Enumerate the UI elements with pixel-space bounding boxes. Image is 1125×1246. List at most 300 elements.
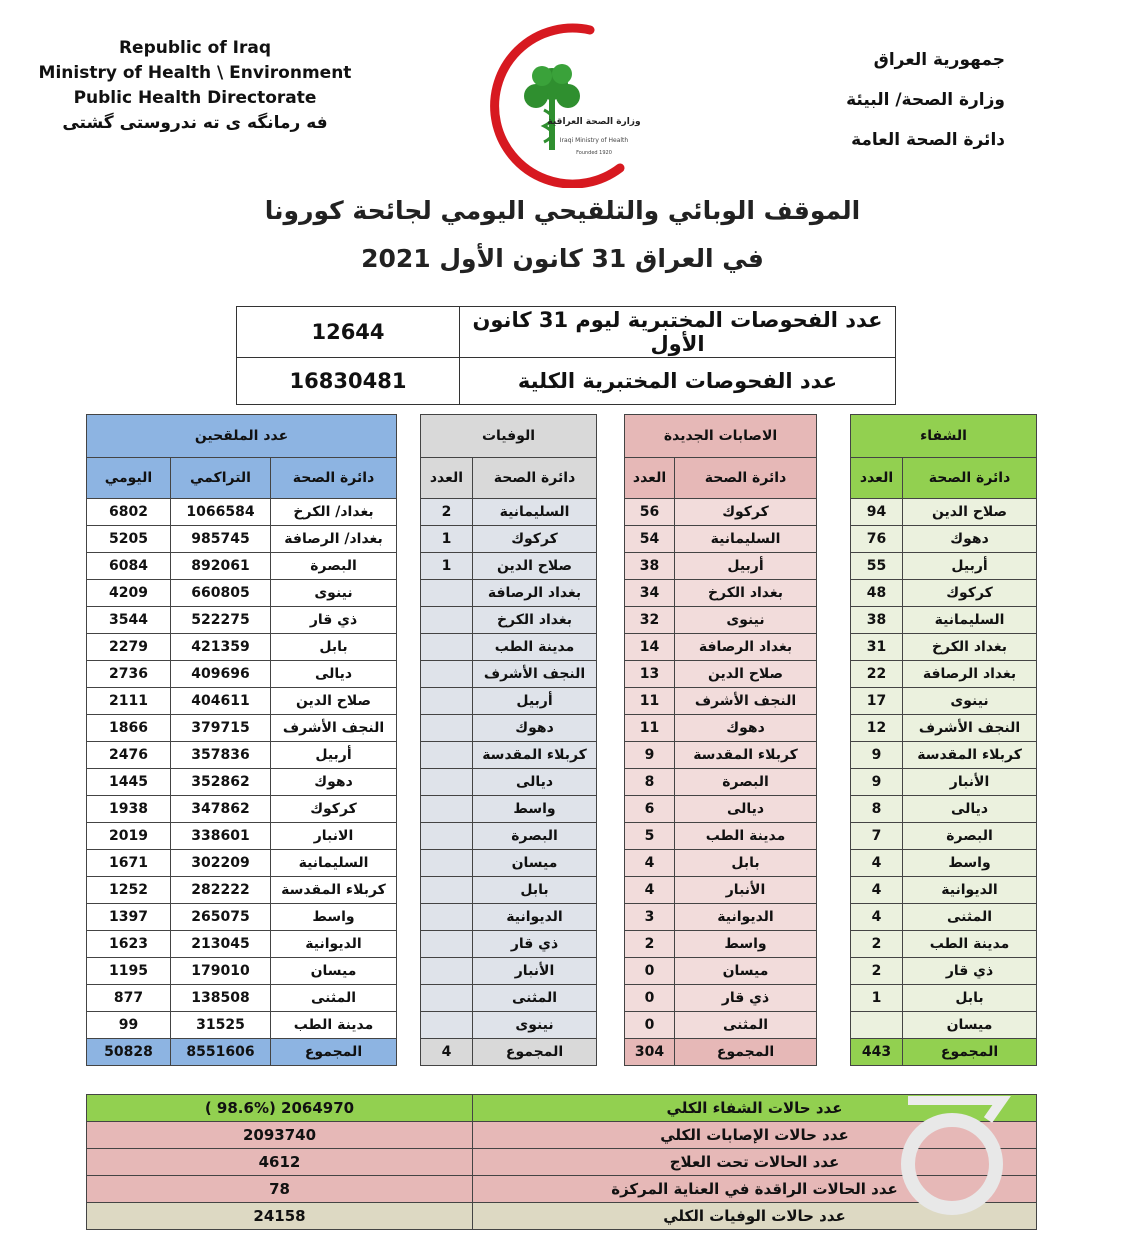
column-gap bbox=[397, 769, 421, 796]
deaths-count-cell bbox=[421, 796, 473, 823]
new-cases-directorate-cell: كركوك bbox=[675, 499, 817, 526]
new-cases-directorate-cell: مدينة الطب bbox=[675, 823, 817, 850]
table-row bbox=[87, 661, 1037, 688]
table-row bbox=[87, 796, 1037, 823]
column-gap bbox=[817, 661, 851, 688]
column-gap bbox=[597, 742, 625, 769]
new-cases-directorate-cell: أربيل bbox=[675, 553, 817, 580]
column-gap bbox=[597, 877, 625, 904]
table-row bbox=[87, 958, 1037, 985]
new-cases-count-cell: 3 bbox=[625, 904, 675, 931]
recovered-count-cell: 48 bbox=[851, 580, 903, 607]
vaccinated-daily-cell: 99 bbox=[87, 1012, 171, 1039]
deaths-directorate-cell: الأنبار bbox=[473, 958, 597, 985]
deaths-directorate-cell: أربيل bbox=[473, 688, 597, 715]
column-gap bbox=[397, 742, 421, 769]
vaccinated-cumulative-cell: 265075 bbox=[171, 904, 271, 931]
deaths-directorate-cell: بابل bbox=[473, 877, 597, 904]
lab-tests-table bbox=[236, 306, 896, 405]
recovered-count-cell: 4 bbox=[851, 904, 903, 931]
vaccinated-daily-cell: 1397 bbox=[87, 904, 171, 931]
deaths-directorate-cell: كربلاء المقدسة bbox=[473, 742, 597, 769]
recovered-directorate-cell: بغداد الكرخ bbox=[903, 634, 1037, 661]
column-gap bbox=[397, 823, 421, 850]
new-cases-count-cell: 54 bbox=[625, 526, 675, 553]
deaths-directorate-cell: النجف الأشرف bbox=[473, 661, 597, 688]
recovered-count-cell: 55 bbox=[851, 553, 903, 580]
report-date-line: في العراق 31 كانون الأول 2021 bbox=[361, 244, 764, 273]
en-header-line-4: فه رمانگه ى ته ندروستى گشتى bbox=[62, 113, 328, 133]
column-gap bbox=[597, 985, 625, 1012]
new-cases-count-cell: 4 bbox=[625, 850, 675, 877]
column-gap bbox=[817, 1012, 851, 1039]
column-gap bbox=[597, 931, 625, 958]
new-cases-directorate-cell: بابل bbox=[675, 850, 817, 877]
column-gap bbox=[817, 985, 851, 1012]
recovered-directorate-cell: الأنبار bbox=[903, 769, 1037, 796]
vaccinated-directorate-cell: كركوك bbox=[271, 796, 397, 823]
recovered-directorate-cell: البصرة bbox=[903, 823, 1037, 850]
column-gap bbox=[817, 526, 851, 553]
column-gap bbox=[397, 931, 421, 958]
recovered-directorate-cell: كركوك bbox=[903, 580, 1037, 607]
summary-value: 4612 bbox=[87, 1149, 473, 1176]
vaccinated-directorate-cell: بغداد/ الكرخ bbox=[271, 499, 397, 526]
recovered-count-cell: 2 bbox=[851, 958, 903, 985]
deaths-count-cell bbox=[421, 1012, 473, 1039]
deaths-directorate-cell: واسط bbox=[473, 796, 597, 823]
new-cases-count-cell: 5 bbox=[625, 823, 675, 850]
column-gap bbox=[817, 1039, 851, 1066]
vaccinated-group-header: عدد الملقحين bbox=[87, 415, 397, 458]
recovered-directorate-cell: بغداد الرصافة bbox=[903, 661, 1037, 688]
vaccinated-cumulative-cell: 347862 bbox=[171, 796, 271, 823]
new-cases-count-cell: 38 bbox=[625, 553, 675, 580]
vaccinated-directorate-cell: أربيل bbox=[271, 742, 397, 769]
deaths-directorate-cell: بغداد الكرخ bbox=[473, 607, 597, 634]
column-gap bbox=[817, 958, 851, 985]
vaccinated-directorate-header: دائرة الصحة bbox=[271, 458, 397, 499]
recovered-count-cell: 7 bbox=[851, 823, 903, 850]
deaths-count-cell bbox=[421, 607, 473, 634]
table-row bbox=[87, 499, 1037, 526]
vaccinated-cumulative-cell: 522275 bbox=[171, 607, 271, 634]
new-cases-directorate-cell: واسط bbox=[675, 931, 817, 958]
summary-value: 24158 bbox=[87, 1203, 473, 1230]
new-cases-directorate-cell: دهوك bbox=[675, 715, 817, 742]
recovered-directorate-cell: أربيل bbox=[903, 553, 1037, 580]
new-cases-directorate-cell: الديوانية bbox=[675, 904, 817, 931]
column-gap bbox=[817, 850, 851, 877]
recovered-count-header: العدد bbox=[851, 458, 903, 499]
table-row bbox=[87, 1012, 1037, 1039]
column-gap bbox=[817, 742, 851, 769]
summary-label: عدد الحالات تحت العلاج bbox=[473, 1149, 1037, 1176]
recovered-total-label: المجموع bbox=[903, 1039, 1037, 1066]
deaths-count-cell: 1 bbox=[421, 553, 473, 580]
group-header-row bbox=[87, 415, 1037, 458]
recovered-directorate-cell: بابل bbox=[903, 985, 1037, 1012]
lab-tests-total-row bbox=[237, 358, 896, 405]
new-cases-directorate-cell: بغداد الكرخ bbox=[675, 580, 817, 607]
recovered-count-cell: 12 bbox=[851, 715, 903, 742]
recovered-directorate-cell: النجف الأشرف bbox=[903, 715, 1037, 742]
column-gap bbox=[397, 796, 421, 823]
new-cases-directorate-cell: ديالى bbox=[675, 796, 817, 823]
vaccinated-directorate-cell: صلاح الدين bbox=[271, 688, 397, 715]
logo-founded: Founded 1920 bbox=[576, 150, 612, 156]
vaccinated-cumulative-cell: 179010 bbox=[171, 958, 271, 985]
vaccinated-daily-cell: 2476 bbox=[87, 742, 171, 769]
new-cases-count-cell: 0 bbox=[625, 1012, 675, 1039]
recovered-count-cell: 76 bbox=[851, 526, 903, 553]
column-gap bbox=[817, 580, 851, 607]
table-row bbox=[87, 823, 1037, 850]
vaccinated-cumulative-cell: 302209 bbox=[171, 850, 271, 877]
vaccinated-directorate-cell: النجف الأشرف bbox=[271, 715, 397, 742]
new-cases-count-cell: 13 bbox=[625, 661, 675, 688]
recovered-count-cell: 8 bbox=[851, 796, 903, 823]
deaths-count-cell bbox=[421, 715, 473, 742]
column-gap bbox=[597, 1039, 625, 1066]
new-cases-count-cell: 9 bbox=[625, 742, 675, 769]
new-cases-directorate-cell: نينوى bbox=[675, 607, 817, 634]
column-gap bbox=[597, 499, 625, 526]
vaccinated-directorate-cell: دهوك bbox=[271, 769, 397, 796]
vaccinated-daily-cell: 6802 bbox=[87, 499, 171, 526]
vaccinated-cumulative-cell: 138508 bbox=[171, 985, 271, 1012]
table-row bbox=[87, 607, 1037, 634]
logo-subtitle: Iraqi Ministry of Health bbox=[559, 137, 629, 144]
column-gap bbox=[397, 904, 421, 931]
vaccinated-cumulative-header: التراكمي bbox=[171, 458, 271, 499]
summary-label: عدد حالات الشفاء الكلي bbox=[473, 1095, 1037, 1122]
table-row bbox=[87, 931, 1037, 958]
vaccinated-daily-cell: 3544 bbox=[87, 607, 171, 634]
deaths-count-cell: 1 bbox=[421, 526, 473, 553]
column-gap bbox=[817, 904, 851, 931]
vaccinated-directorate-cell: ميسان bbox=[271, 958, 397, 985]
new-cases-group-header: الاصابات الجديدة bbox=[625, 415, 817, 458]
deaths-directorate-cell: كركوك bbox=[473, 526, 597, 553]
lab-tests-total-value: 16830481 bbox=[237, 358, 460, 405]
new-cases-directorate-cell: البصرة bbox=[675, 769, 817, 796]
vaccinated-directorate-cell: واسط bbox=[271, 904, 397, 931]
recovered-total: 443 bbox=[851, 1039, 903, 1066]
ministry-logo bbox=[470, 18, 660, 188]
new-cases-count-cell: 11 bbox=[625, 715, 675, 742]
table-row bbox=[87, 877, 1037, 904]
vaccinated-total-label: المجموع bbox=[271, 1039, 397, 1066]
vaccinated-daily-cell: 877 bbox=[87, 985, 171, 1012]
column-gap bbox=[397, 526, 421, 553]
deaths-count-cell bbox=[421, 850, 473, 877]
new-cases-total-label: المجموع bbox=[675, 1039, 817, 1066]
deaths-count-cell bbox=[421, 742, 473, 769]
summary-row bbox=[87, 1095, 1037, 1122]
ar-header-line-1: جمهورية العراق bbox=[873, 50, 1005, 70]
recovered-directorate-header: دائرة الصحة bbox=[903, 458, 1037, 499]
english-letterhead bbox=[30, 36, 360, 136]
vaccinated-directorate-cell: الديوانية bbox=[271, 931, 397, 958]
recovered-count-cell: 1 bbox=[851, 985, 903, 1012]
summary-table bbox=[86, 1094, 1037, 1230]
deaths-count-cell bbox=[421, 904, 473, 931]
column-gap bbox=[597, 661, 625, 688]
deaths-count-cell bbox=[421, 634, 473, 661]
vaccinated-cumulative-cell: 31525 bbox=[171, 1012, 271, 1039]
new-cases-count-cell: 0 bbox=[625, 985, 675, 1012]
column-gap bbox=[397, 1039, 421, 1066]
summary-row bbox=[87, 1149, 1037, 1176]
column-gap bbox=[597, 607, 625, 634]
deaths-directorate-cell: نينوى bbox=[473, 1012, 597, 1039]
new-cases-count-header: العدد bbox=[625, 458, 675, 499]
vaccinated-directorate-cell: بابل bbox=[271, 634, 397, 661]
new-cases-directorate-cell: صلاح الدين bbox=[675, 661, 817, 688]
watermark bbox=[898, 1096, 1028, 1226]
new-cases-count-cell: 4 bbox=[625, 877, 675, 904]
summary-label: عدد حالات الإصابات الكلي bbox=[473, 1122, 1037, 1149]
table-row bbox=[87, 904, 1037, 931]
vaccinated-cumulative-cell: 985745 bbox=[171, 526, 271, 553]
vaccinated-directorate-cell: السليمانية bbox=[271, 850, 397, 877]
table-row bbox=[87, 634, 1037, 661]
deaths-directorate-cell: البصرة bbox=[473, 823, 597, 850]
column-gap bbox=[817, 634, 851, 661]
new-cases-directorate-cell: السليمانية bbox=[675, 526, 817, 553]
en-header-line-1: Republic of Iraq bbox=[118, 38, 272, 58]
recovered-directorate-cell: كربلاء المقدسة bbox=[903, 742, 1037, 769]
column-gap bbox=[397, 985, 421, 1012]
deaths-group-header: الوفيات bbox=[421, 415, 597, 458]
vaccinated-daily-cell: 2279 bbox=[87, 634, 171, 661]
column-gap bbox=[817, 715, 851, 742]
new-cases-count-cell: 0 bbox=[625, 958, 675, 985]
recovered-directorate-cell: نينوى bbox=[903, 688, 1037, 715]
lab-tests-daily-row bbox=[237, 307, 896, 358]
column-gap bbox=[597, 688, 625, 715]
vaccinated-daily-cell: 1866 bbox=[87, 715, 171, 742]
vaccinated-daily-cell: 6084 bbox=[87, 553, 171, 580]
new-cases-count-cell: 34 bbox=[625, 580, 675, 607]
recovered-count-cell: 4 bbox=[851, 877, 903, 904]
vaccinated-cumulative-cell: 282222 bbox=[171, 877, 271, 904]
deaths-count-cell bbox=[421, 688, 473, 715]
new-cases-directorate-header: دائرة الصحة bbox=[675, 458, 817, 499]
vaccinated-directorate-cell: نينوى bbox=[271, 580, 397, 607]
table-row bbox=[87, 850, 1037, 877]
vaccinated-cumulative-cell: 338601 bbox=[171, 823, 271, 850]
column-gap bbox=[397, 850, 421, 877]
report-title: الموقف الوبائي والتلقيحي اليومي لجائحة كورونا bbox=[264, 196, 861, 225]
recovered-count-cell bbox=[851, 1012, 903, 1039]
column-gap bbox=[397, 877, 421, 904]
deaths-count-cell bbox=[421, 985, 473, 1012]
column-gap bbox=[597, 715, 625, 742]
new-cases-count-cell: 14 bbox=[625, 634, 675, 661]
vaccinated-cumulative-cell: 404611 bbox=[171, 688, 271, 715]
column-gap bbox=[397, 688, 421, 715]
en-header-line-2: Ministry of Health \ Environment bbox=[38, 63, 352, 83]
deaths-total-label: المجموع bbox=[473, 1039, 597, 1066]
new-cases-count-cell: 56 bbox=[625, 499, 675, 526]
column-gap bbox=[597, 823, 625, 850]
deaths-directorate-header: دائرة الصحة bbox=[473, 458, 597, 499]
recovered-count-cell: 38 bbox=[851, 607, 903, 634]
new-cases-total: 304 bbox=[625, 1039, 675, 1066]
new-cases-count-cell: 8 bbox=[625, 769, 675, 796]
vaccinated-directorate-cell: البصرة bbox=[271, 553, 397, 580]
vaccinated-cumulative-cell: 892061 bbox=[171, 553, 271, 580]
column-gap bbox=[397, 499, 421, 526]
vaccinated-cumulative-cell: 357836 bbox=[171, 742, 271, 769]
table-row bbox=[87, 985, 1037, 1012]
column-gap bbox=[397, 958, 421, 985]
column-gap bbox=[397, 553, 421, 580]
recovered-count-cell: 9 bbox=[851, 769, 903, 796]
lab-tests-daily-value: 12644 bbox=[237, 307, 460, 358]
vaccinated-directorate-cell: المثنى bbox=[271, 985, 397, 1012]
vaccinated-cumulative-total: 8551606 bbox=[171, 1039, 271, 1066]
logo-title: وزارة الصحة العراقية bbox=[547, 117, 641, 127]
column-gap bbox=[397, 661, 421, 688]
column-gap bbox=[597, 850, 625, 877]
vaccinated-cumulative-cell: 409696 bbox=[171, 661, 271, 688]
vaccinated-daily-cell: 2019 bbox=[87, 823, 171, 850]
column-gap bbox=[397, 1012, 421, 1039]
recovered-count-cell: 94 bbox=[851, 499, 903, 526]
column-gap bbox=[397, 715, 421, 742]
column-gap bbox=[817, 607, 851, 634]
vaccinated-daily-cell: 1252 bbox=[87, 877, 171, 904]
new-cases-directorate-cell: النجف الأشرف bbox=[675, 688, 817, 715]
table-row bbox=[87, 742, 1037, 769]
recovered-directorate-cell: ذي قار bbox=[903, 958, 1037, 985]
deaths-directorate-cell: مدينة الطب bbox=[473, 634, 597, 661]
column-gap bbox=[597, 1012, 625, 1039]
summary-value: 2093740 bbox=[87, 1122, 473, 1149]
vaccinated-daily-cell: 1938 bbox=[87, 796, 171, 823]
new-cases-directorate-cell: كربلاء المقدسة bbox=[675, 742, 817, 769]
recovered-directorate-cell: ميسان bbox=[903, 1012, 1037, 1039]
recovered-count-cell: 2 bbox=[851, 931, 903, 958]
vaccinated-daily-cell: 1195 bbox=[87, 958, 171, 985]
recovered-directorate-cell: مدينة الطب bbox=[903, 931, 1037, 958]
deaths-directorate-cell: الديوانية bbox=[473, 904, 597, 931]
column-gap bbox=[397, 580, 421, 607]
vaccinated-directorate-cell: مدينة الطب bbox=[271, 1012, 397, 1039]
arabic-letterhead bbox=[785, 40, 1005, 160]
new-cases-directorate-cell: المثنى bbox=[675, 1012, 817, 1039]
column-gap bbox=[817, 553, 851, 580]
vaccinated-directorate-cell: الانبار bbox=[271, 823, 397, 850]
column-gap bbox=[597, 634, 625, 661]
column-gap bbox=[597, 958, 625, 985]
deaths-count-cell bbox=[421, 769, 473, 796]
deaths-total: 4 bbox=[421, 1039, 473, 1066]
recovered-directorate-cell: الديوانية bbox=[903, 877, 1037, 904]
column-gap bbox=[597, 580, 625, 607]
vaccinated-daily-cell: 2111 bbox=[87, 688, 171, 715]
column-gap bbox=[597, 526, 625, 553]
deaths-count-header: العدد bbox=[421, 458, 473, 499]
vaccinated-cumulative-cell: 421359 bbox=[171, 634, 271, 661]
column-gap bbox=[597, 904, 625, 931]
vaccinated-daily-header: اليومي bbox=[87, 458, 171, 499]
column-gap bbox=[817, 769, 851, 796]
summary-value: 78 bbox=[87, 1176, 473, 1203]
vaccinated-directorate-cell: ديالى bbox=[271, 661, 397, 688]
summary-row bbox=[87, 1176, 1037, 1203]
column-gap bbox=[817, 823, 851, 850]
deaths-directorate-cell: صلاح الدين bbox=[473, 553, 597, 580]
new-cases-count-cell: 32 bbox=[625, 607, 675, 634]
new-cases-count-cell: 6 bbox=[625, 796, 675, 823]
summary-row bbox=[87, 1122, 1037, 1149]
vaccinated-directorate-cell: بغداد/ الرصافة bbox=[271, 526, 397, 553]
deaths-count-cell bbox=[421, 580, 473, 607]
column-gap bbox=[817, 796, 851, 823]
column-gap bbox=[817, 877, 851, 904]
vaccinated-cumulative-cell: 660805 bbox=[171, 580, 271, 607]
summary-label: عدد حالات الوفيات الكلي bbox=[473, 1203, 1037, 1230]
vaccinated-cumulative-cell: 213045 bbox=[171, 931, 271, 958]
recovered-directorate-cell: دهوك bbox=[903, 526, 1037, 553]
recovered-directorate-cell: واسط bbox=[903, 850, 1037, 877]
totals-row bbox=[87, 1039, 1037, 1066]
column-gap bbox=[397, 634, 421, 661]
column-gap bbox=[817, 931, 851, 958]
recovered-count-cell: 31 bbox=[851, 634, 903, 661]
recovered-count-cell: 17 bbox=[851, 688, 903, 715]
table-row bbox=[87, 553, 1037, 580]
column-header-row bbox=[87, 458, 1037, 499]
ar-header-line-3: دائرة الصحة العامة bbox=[851, 130, 1005, 150]
vaccinated-cumulative-cell: 1066584 bbox=[171, 499, 271, 526]
vaccinated-directorate-cell: كربلاء المقدسة bbox=[271, 877, 397, 904]
recovered-count-cell: 4 bbox=[851, 850, 903, 877]
column-gap bbox=[397, 607, 421, 634]
recovered-directorate-cell: المثنى bbox=[903, 904, 1037, 931]
deaths-directorate-cell: المثنى bbox=[473, 985, 597, 1012]
deaths-count-cell bbox=[421, 661, 473, 688]
table-row bbox=[87, 688, 1037, 715]
vaccinated-cumulative-cell: 379715 bbox=[171, 715, 271, 742]
vaccinated-directorate-cell: ذي قار bbox=[271, 607, 397, 634]
vaccinated-cumulative-cell: 352862 bbox=[171, 769, 271, 796]
deaths-directorate-cell: دهوك bbox=[473, 715, 597, 742]
lab-tests-daily-label: عدد الفحوصات المختبرية ليوم 31 كانون الأول bbox=[460, 307, 896, 358]
deaths-directorate-cell: ميسان bbox=[473, 850, 597, 877]
summary-row bbox=[87, 1203, 1037, 1230]
recovered-count-cell: 22 bbox=[851, 661, 903, 688]
new-cases-directorate-cell: ميسان bbox=[675, 958, 817, 985]
deaths-directorate-cell: بغداد الرصافة bbox=[473, 580, 597, 607]
lab-tests-total-label: عدد الفحوصات المختبرية الكلية bbox=[460, 358, 896, 405]
column-gap bbox=[597, 553, 625, 580]
new-cases-directorate-cell: الأنبار bbox=[675, 877, 817, 904]
vaccinated-daily-cell: 1623 bbox=[87, 931, 171, 958]
vaccinated-daily-cell: 4209 bbox=[87, 580, 171, 607]
new-cases-count-cell: 11 bbox=[625, 688, 675, 715]
new-cases-count-cell: 2 bbox=[625, 931, 675, 958]
vaccinated-daily-total: 50828 bbox=[87, 1039, 171, 1066]
deaths-directorate-cell: ذي قار bbox=[473, 931, 597, 958]
summary-value: ( 98.6%) 2064970 bbox=[87, 1095, 473, 1122]
deaths-count-cell: 2 bbox=[421, 499, 473, 526]
recovered-count-cell: 9 bbox=[851, 742, 903, 769]
